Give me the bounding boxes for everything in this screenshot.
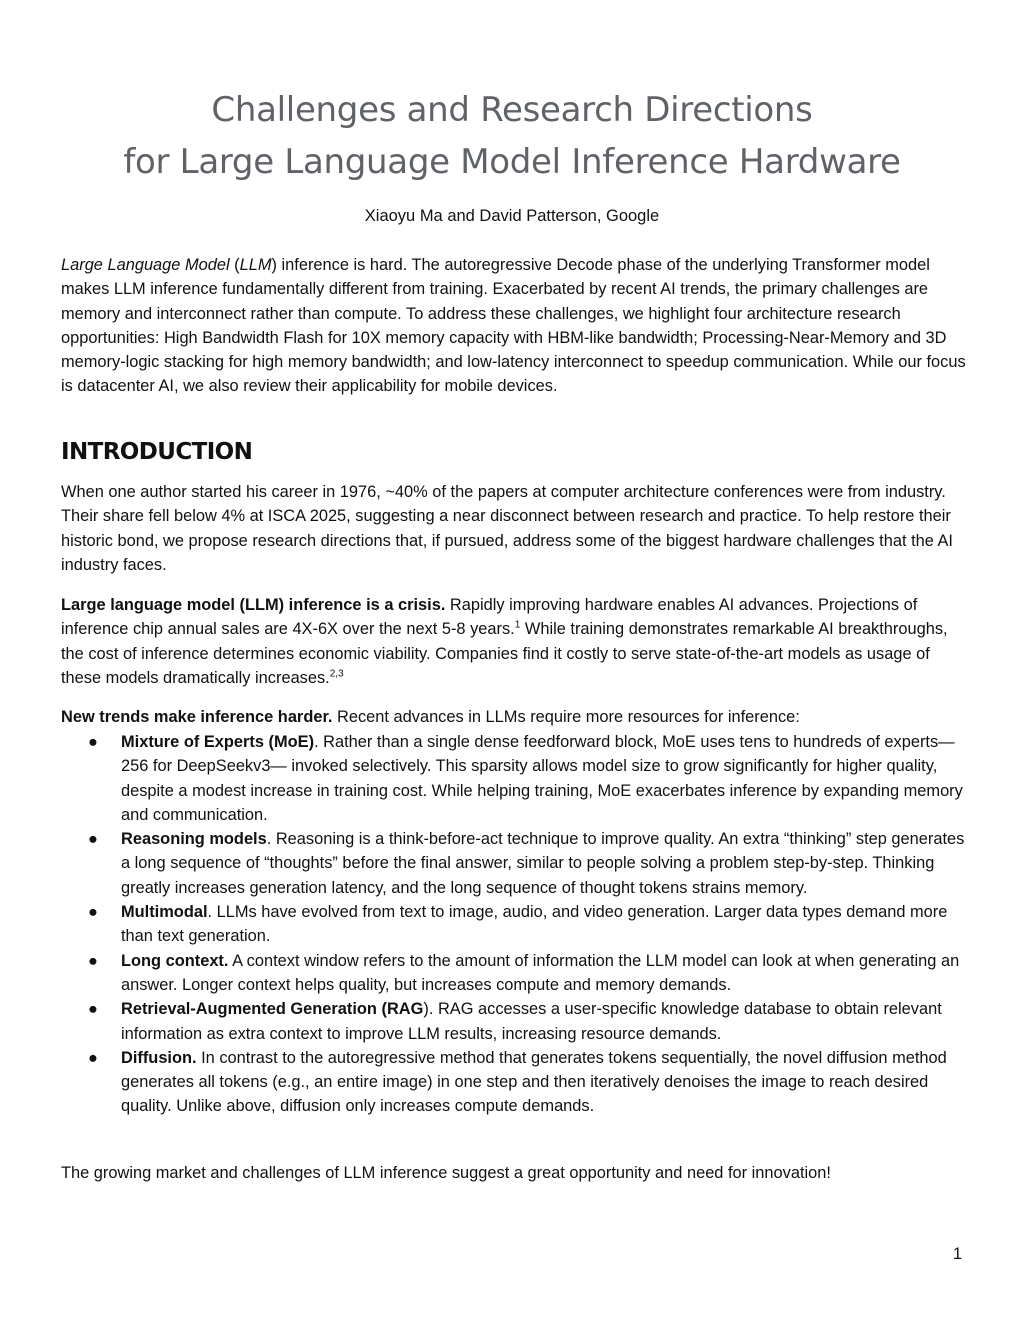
intro-paragraph-3-lead: New trends make inference harder. <box>61 708 333 726</box>
bullet-dot-icon: ● <box>88 733 98 751</box>
paper-title-line-2: for Large Language Model Inference Hardware <box>123 142 901 182</box>
intro-paragraph-2 <box>61 593 966 690</box>
intro-paragraph-4: The growing market and challenges of LLM inference suggest a great opportunity and need for innovation! <box>61 1164 831 1182</box>
bullet-text: ). RAG accesses a user-specific knowledge database to obtain relevant information as extra context to improve LLM results, increasing resource demands. <box>121 1000 942 1043</box>
bullet-term: Retrieval-Augmented Generation (RAG <box>121 1000 424 1019</box>
section-heading-introduction: INTRODUCTION <box>61 439 253 465</box>
bullet-text: A context window refers to the amount of information the LLM model can look at when generating an answer. Longer context helps quality, but increases compute and memory demands. <box>121 951 960 994</box>
bullet-item-diffusion <box>61 1046 966 1119</box>
abstract-abbr: LLM <box>239 256 272 274</box>
bullet-item-long-context <box>61 949 966 998</box>
bullet-dot-icon: ● <box>88 903 98 922</box>
paper-title-line-1: Challenges and Research Directions <box>211 90 813 130</box>
abstract-text: ) inference is hard. The autoregressive Decode phase of the underlying Transformer model makes LLM inference fundamentally different from training. Exacerbated by recent AI trends, the primary challenges are memory and interconnect rather than compute. To address these challenges, we highlight four architecture research opportunities: High Bandwidth Flash for 10X memory capacity with HBM-like bandwidth; Processing-Near-Memory and 3D memory-logic stacking for high memory bandwidth; and low-latency interconnect to speedup communication. While our focus is datacenter AI, we also review their applicability for mobile devices. <box>61 256 966 396</box>
bullet-term: Mixture of Experts (MoE) <box>121 733 315 751</box>
bullet-text: . LLMs have evolved from text to image, audio, and video generation. Larger data types demand more than text generation. <box>121 903 948 946</box>
abstract <box>61 253 966 399</box>
intro-paragraph-3 <box>61 705 966 729</box>
intro-paragraph-1: When one author started his career in 1976, ~40% of the papers at computer architecture conferences were from industry. Their share fell below 4% at ISCA 2025, suggesting a near disconnect between research and practice. To help restore their historic bond, we propose research directions that, if pursued, address some of the biggest hardware challenges that the AI industry faces. <box>61 483 953 574</box>
paper-title <box>0 84 1024 188</box>
intro-paragraph-2-text-b: While training demonstrates remarkable AI breakthroughs, the cost of inference determines economic viability. Companies find it costly to serve state-of-the-art models as usage of these models dramatically increases. <box>61 620 948 687</box>
bullet-term: Multimodal <box>121 903 208 922</box>
bullet-item-moe <box>61 730 966 827</box>
page-number: 1 <box>952 1245 962 1263</box>
bullet-text: In contrast to the autoregressive method that generates tokens sequentially, the novel diffusion method generates all tokens (e.g., an entire image) in one step and then iteratively denoises the image to reach desired quality. Unlike above, diffusion only increases compute demands. <box>121 1048 947 1116</box>
footnote-ref-1[interactable]: 1 <box>514 619 521 631</box>
intro-paragraph-2-text-a: Rapidly improving hardware enables AI advances. Projections of inference chip annual sales are 4X-6X over the next 5-8 years. <box>61 596 918 639</box>
bullet-dot-icon: ● <box>88 830 98 849</box>
trends-bullet-list <box>61 730 966 1119</box>
bullet-text: . Rather than a single dense feedforward block, MoE uses tens to hundreds of experts—256 for DeepSeekv3— invoked selectively. This sparsity allows model size to grow significantly for higher quality, despite a modest increase in training cost. While helping training, MoE exacerbates inference by expanding memory and communication. <box>121 733 963 824</box>
abstract-paren: ( <box>229 256 240 274</box>
intro-paragraph-2-lead: Large language model (LLM) inference is a crisis. <box>61 596 446 614</box>
author-line: Xiaoyu Ma and David Patterson, Google <box>364 207 660 225</box>
intro-paragraph-3-text: Recent advances in LLMs require more resources for inference: <box>332 708 800 726</box>
bullet-dot-icon: ● <box>88 1000 98 1019</box>
footnote-ref-2-3[interactable]: 2,3 <box>329 668 344 680</box>
bullet-term: Reasoning models <box>121 830 267 849</box>
bullet-term: Long context. <box>121 951 229 970</box>
bullet-text: . Reasoning is a think-before-act technique to improve quality. An extra “thinking” step generates a long sequence of “thoughts” before the final answer, similar to people solving a problem step-by-step. Thinking greatly increases generation latency, and the long sequence of thought tokens strains memory. <box>121 830 965 897</box>
abstract-term: Large Language Model <box>61 256 230 274</box>
bullet-term: Diffusion. <box>121 1048 197 1067</box>
bullet-dot-icon: ● <box>88 951 98 970</box>
bullet-item-rag <box>61 997 966 1046</box>
bullet-item-multimodal <box>61 900 966 949</box>
bullet-dot-icon: ● <box>88 1048 98 1067</box>
bullet-item-reasoning <box>61 827 966 900</box>
